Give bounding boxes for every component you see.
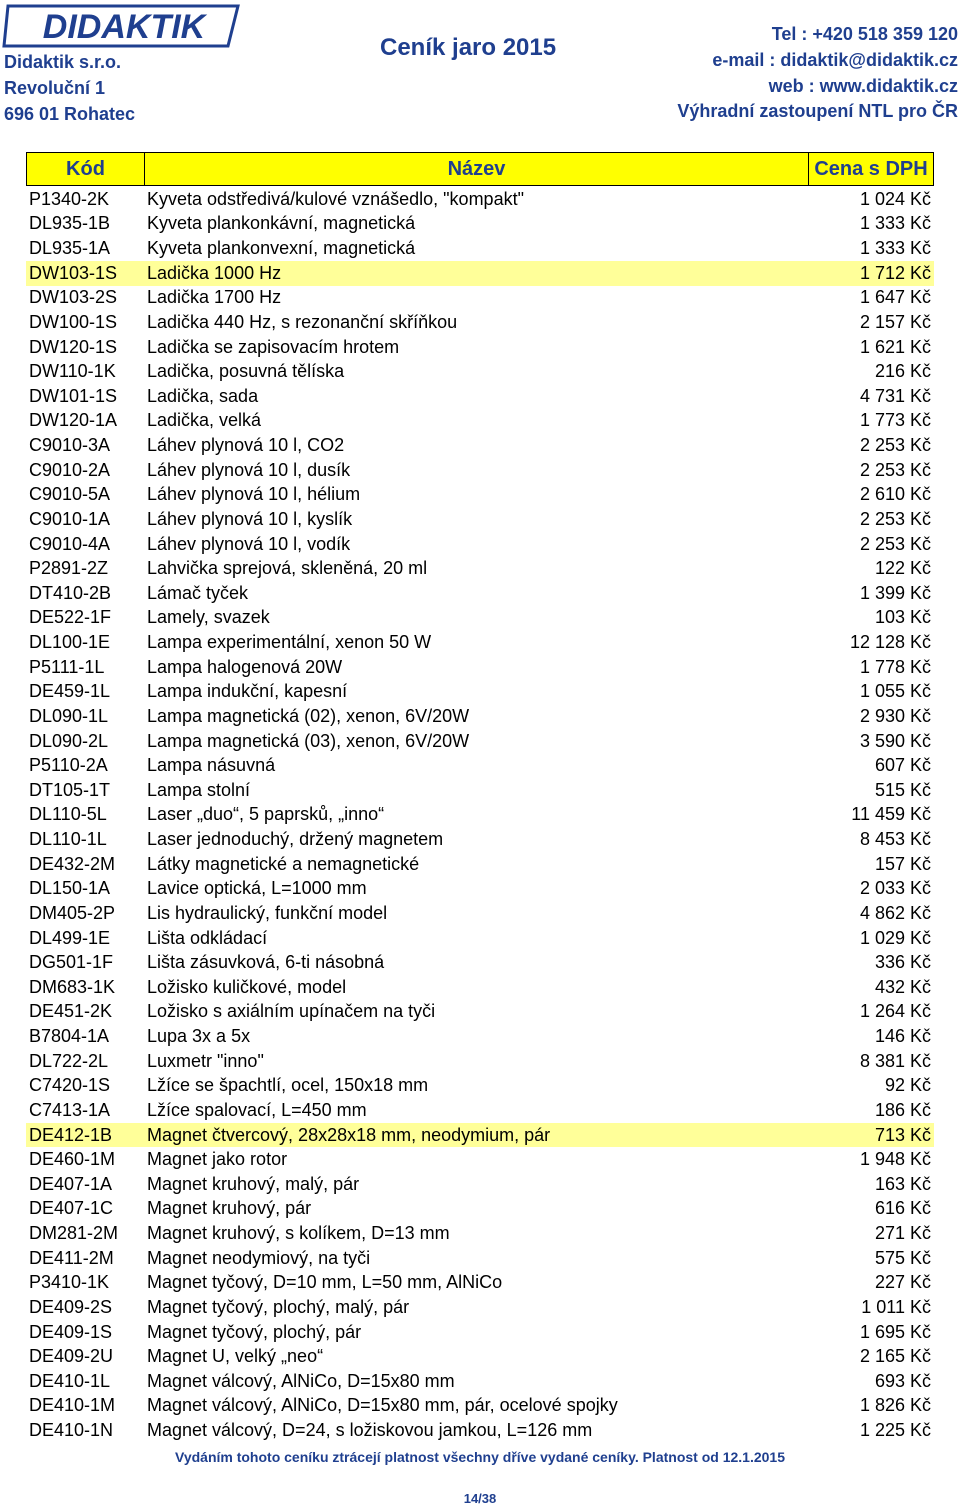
product-code: DM281-2M (29, 1223, 119, 1244)
product-code: DT105-1T (29, 779, 111, 800)
product-name: Lampa magnetická (03), xenon, 6V/20W (147, 730, 470, 751)
product-name: Lupa 3x a 5x (147, 1026, 251, 1047)
product-code: C9010-4A (29, 533, 111, 554)
product-price: 1 647 Kč (859, 287, 931, 308)
table-row (26, 1172, 934, 1197)
table-row (26, 1221, 934, 1246)
product-code: P2891-2Z (29, 558, 109, 579)
product-code: P5111-1L (29, 656, 105, 677)
product-name: Láhev plynová 10 l, dusík (147, 459, 351, 480)
product-price: 8 381 Kč (859, 1050, 931, 1071)
product-price: 1 712 Kč (859, 262, 931, 283)
table-row (26, 1246, 934, 1271)
didaktik-logo (2, 2, 246, 50)
product-code: DW120-1S (29, 336, 118, 357)
table-row (26, 1000, 934, 1025)
table-row (26, 261, 934, 286)
company-street: Revoluční 1 (4, 78, 106, 98)
contact-representation: Výhradní zastoupení NTL pro ČR (677, 101, 958, 121)
table-row (26, 581, 934, 606)
table-header (26, 152, 934, 186)
table-row (26, 1197, 934, 1222)
product-name: Ložisko kuličkové, model (147, 976, 347, 997)
product-price: 2 165 Kč (859, 1346, 931, 1367)
product-price: 92 Kč (884, 1075, 931, 1096)
product-price: 713 Kč (874, 1124, 931, 1145)
product-price: 8 453 Kč (859, 829, 931, 850)
product-price: 3 590 Kč (859, 730, 931, 751)
table-row (26, 335, 934, 360)
product-code: DE409-2U (29, 1346, 114, 1367)
product-code: DW101-1S (29, 385, 118, 406)
product-code: C9010-2A (29, 459, 111, 480)
table-row (26, 778, 934, 803)
product-price: 336 Kč (874, 952, 931, 973)
product-price: 616 Kč (874, 1198, 931, 1219)
product-code: DL935-1B (29, 213, 111, 234)
product-name: Lahvička sprejová, skleněná, 20 ml (147, 558, 428, 579)
product-code: DL110-1L (29, 829, 107, 850)
product-code: DM405-2P (29, 902, 116, 923)
table-row (26, 1394, 934, 1419)
product-price: 1 773 Kč (859, 410, 931, 431)
product-code: DE407-1C (29, 1198, 114, 1219)
product-name: Magnet kruhový, malý, pár (147, 1173, 360, 1194)
table-row (26, 729, 934, 754)
product-name: Ložisko s axiálním upínačem na tyči (147, 1001, 436, 1022)
product-code: P5110-2A (29, 755, 108, 776)
product-name: Magnet neodymiový, na tyči (147, 1247, 371, 1268)
product-name: Magnet kruhový, s kolíkem, D=13 mm (147, 1223, 450, 1244)
product-code: DL722-2L (29, 1050, 109, 1071)
product-code: DE409-2S (29, 1296, 113, 1317)
product-name: Ladička, sada (147, 385, 259, 406)
table-row (26, 803, 934, 828)
table-row (26, 556, 934, 581)
product-code: DM683-1K (29, 976, 116, 997)
product-name: Magnet tyčový, D=10 mm, L=50 mm, AlNiCo (147, 1272, 503, 1293)
column-header-price: Cena s DPH (809, 153, 934, 186)
product-code: DL090-2L (29, 730, 109, 751)
product-price: 2 253 Kč (859, 459, 931, 480)
table-row (26, 901, 934, 926)
contact-phone: Tel : +420 518 359 120 (771, 24, 958, 44)
product-price: 1 333 Kč (859, 213, 931, 234)
product-code: C7413-1A (29, 1099, 111, 1120)
product-name: Lžíce se špachtlí, ocel, 150x18 mm (147, 1075, 429, 1096)
product-code: DG501-1F (29, 952, 114, 973)
column-header-code: Kód (27, 153, 145, 186)
product-name: Kyveta plankonvexní, magnetická (147, 238, 416, 259)
product-name: Magnet U, velký „neo“ (147, 1346, 324, 1367)
product-name: Lampa halogenová 20W (147, 656, 343, 677)
product-price: 4 862 Kč (859, 902, 931, 923)
product-name: Magnet válcový, D=24, s ložiskovou jamkou, L=126 mm (147, 1420, 593, 1441)
product-code: DW120-1A (29, 410, 118, 431)
table-row (26, 827, 934, 852)
product-price: 693 Kč (874, 1370, 931, 1391)
product-price: 157 Kč (874, 853, 931, 874)
product-code: DL100-1E (29, 632, 111, 653)
product-price: 163 Kč (874, 1173, 931, 1194)
product-code: DW100-1S (29, 311, 118, 332)
product-name: Magnet válcový, AlNiCo, D=15x80 mm (147, 1370, 455, 1391)
product-price: 122 Kč (874, 558, 931, 579)
product-price: 1 695 Kč (859, 1321, 931, 1342)
table-row (26, 1344, 934, 1369)
product-name: Láhev plynová 10 l, CO2 (147, 435, 345, 456)
product-price: 271 Kč (874, 1223, 931, 1244)
table-row (26, 852, 934, 877)
table-row (26, 507, 934, 532)
product-code: C9010-5A (29, 484, 111, 505)
product-name: Lampa experimentální, xenon 50 W (147, 632, 432, 653)
table-row (26, 1098, 934, 1123)
table-row (26, 212, 934, 237)
contact-web[interactable]: web : www.didaktik.cz (768, 76, 958, 96)
product-name: Luxmetr "inno" (147, 1050, 264, 1071)
product-price: 1 778 Kč (859, 656, 931, 677)
table-row (26, 286, 934, 311)
product-price: 1 333 Kč (859, 238, 931, 259)
product-price: 2 253 Kč (859, 508, 931, 529)
table-row (26, 1271, 934, 1296)
product-code: DE460-1M (29, 1149, 116, 1170)
product-name: Ladička 1000 Hz (147, 262, 282, 283)
product-name: Lišta zásuvková, 6-ti násobná (147, 952, 385, 973)
table-row (26, 753, 934, 778)
product-code: DE409-1S (29, 1321, 113, 1342)
product-name: Látky magnetické a nemagnetické (147, 853, 420, 874)
product-price: 12 128 Kč (849, 632, 931, 653)
product-code: DE407-1A (29, 1173, 113, 1194)
table-row (26, 680, 934, 705)
product-name: Ladička 440 Hz, s rezonanční skříňkou (147, 311, 458, 332)
table-row (26, 704, 934, 729)
product-code: DE410-1L (29, 1370, 111, 1391)
product-name: Lampa magnetická (02), xenon, 6V/20W (147, 705, 470, 726)
product-name: Lámač tyček (147, 582, 249, 603)
product-price: 2 930 Kč (859, 705, 931, 726)
product-code: DE432-2M (29, 853, 116, 874)
table-row (26, 483, 934, 508)
product-code: DE410-1N (29, 1420, 114, 1441)
table-row (26, 532, 934, 557)
product-price: 515 Kč (874, 779, 931, 800)
table-row (26, 1369, 934, 1394)
table-row (26, 877, 934, 902)
product-name: Magnet válcový, AlNiCo, D=15x80 mm, pár, ocelové spojky (147, 1395, 618, 1416)
product-price: 2 253 Kč (859, 533, 931, 554)
product-price: 186 Kč (874, 1099, 931, 1120)
product-price: 1 621 Kč (859, 336, 931, 357)
price-list (26, 187, 934, 1443)
product-code: DL110-5L (29, 804, 107, 825)
product-name: Magnet tyčový, plochý, pár (147, 1321, 362, 1342)
table-row (26, 384, 934, 409)
page-title: Ceník jaro 2015 (380, 34, 557, 61)
table-row (26, 975, 934, 1000)
product-code: DL499-1E (29, 927, 111, 948)
product-price: 11 459 Kč (851, 804, 931, 825)
product-price: 1 826 Kč (859, 1395, 931, 1416)
table-row (26, 1049, 934, 1074)
product-name: Láhev plynová 10 l, vodík (147, 533, 351, 554)
company-city: 696 01 Rohatec (4, 104, 136, 124)
product-name: Lis hydraulický, funkční model (147, 902, 388, 923)
product-price: 2 610 Kč (859, 484, 931, 505)
product-name: Lišta odkládací (147, 927, 268, 948)
product-name: Lžíce spalovací, L=450 mm (147, 1099, 367, 1120)
product-price: 575 Kč (874, 1247, 931, 1268)
contact-email[interactable]: e-mail : didaktik@didaktik.cz (712, 50, 958, 70)
table-row (26, 655, 934, 680)
product-name: Laser „duo“, 5 paprsků, „inno“ (147, 804, 385, 825)
product-name: Ladička, velká (147, 410, 262, 431)
product-name: Ladička, posuvná tělíska (147, 361, 345, 382)
product-price: 432 Kč (874, 976, 931, 997)
product-code: P3410-1K (29, 1272, 110, 1293)
product-name: Magnet čtvercový, 28x28x18 mm, neodymium, pár (147, 1124, 551, 1145)
product-code: B7804-1A (29, 1026, 110, 1047)
table-row (26, 1147, 934, 1172)
product-price: 103 Kč (874, 607, 931, 628)
product-name: Magnet tyčový, plochý, malý, pár (147, 1296, 410, 1317)
product-code: DW103-1S (29, 262, 118, 283)
product-price: 2 033 Kč (859, 878, 931, 899)
logo-text: DIDAKTIK (42, 8, 206, 46)
column-header-name: Název (145, 153, 809, 186)
product-price: 1 055 Kč (859, 681, 931, 702)
product-code: DE451-2K (29, 1001, 113, 1022)
product-code: C7420-1S (29, 1075, 111, 1096)
table-row (26, 1074, 934, 1099)
product-code: DW110-1K (29, 361, 116, 382)
page-number: 14/38 (463, 1491, 497, 1506)
table-row (26, 310, 934, 335)
table-row (26, 926, 934, 951)
product-code: DE412-1B (29, 1124, 113, 1145)
product-name: Lamely, svazek (147, 607, 270, 628)
product-name: Lavice optická, L=1000 mm (147, 878, 367, 899)
product-name: Lampa indukční, kapesní (147, 681, 348, 702)
product-price: 2 253 Kč (859, 435, 931, 456)
table-row (26, 1123, 934, 1148)
product-name: Magnet kruhový, pár (147, 1198, 312, 1219)
table-row (26, 1418, 934, 1443)
product-name: Ladička 1700 Hz (147, 287, 282, 308)
product-code: DL090-1L (29, 705, 109, 726)
table-row (26, 1295, 934, 1320)
product-name: Lampa násuvná (147, 755, 276, 776)
table-row (26, 409, 934, 434)
table-row (26, 630, 934, 655)
product-price: 1 948 Kč (859, 1149, 931, 1170)
table-row (26, 1320, 934, 1345)
product-code: DE411-2M (29, 1247, 114, 1268)
product-name: Láhev plynová 10 l, kyslík (147, 508, 353, 529)
product-price: 2 157 Kč (859, 311, 931, 332)
product-code: DL935-1A (29, 238, 111, 259)
product-price: 607 Kč (874, 755, 931, 776)
table-row (26, 1024, 934, 1049)
product-code: DT410-2B (29, 582, 112, 603)
product-code: DL150-1A (29, 878, 111, 899)
company-name: Didaktik s.r.o. (4, 52, 122, 72)
product-code: DE459-1L (29, 681, 111, 702)
table-row (26, 950, 934, 975)
product-price: 1 011 Kč (861, 1296, 931, 1317)
footer-note: Vydáním tohoto ceníku ztrácejí platnost všechny dříve vydané ceníky. Platnost od 12.1.2015 (175, 1449, 785, 1465)
product-name: Kyveta odstředivá/kulové vznášedlo, "kompakt" (147, 188, 524, 209)
product-price: 227 Kč (874, 1272, 931, 1293)
table-row (26, 433, 934, 458)
product-price: 1 225 Kč (859, 1420, 931, 1441)
product-code: P1340-2K (29, 188, 110, 209)
product-code: C9010-1A (29, 508, 111, 529)
product-name: Laser jednoduchý, držený magnetem (147, 829, 444, 850)
product-price: 1 264 Kč (859, 1001, 931, 1022)
product-name: Ladička se zapisovacím hrotem (147, 336, 400, 357)
product-price: 1 399 Kč (859, 582, 931, 603)
product-price: 1 029 Kč (859, 927, 931, 948)
table-row (26, 236, 934, 261)
product-code: DW103-2S (29, 287, 118, 308)
product-code: C9010-3A (29, 435, 111, 456)
table-row (26, 359, 934, 384)
product-price: 4 731 Kč (859, 385, 931, 406)
product-price: 1 024 Kč (859, 188, 931, 209)
product-price: 146 Kč (874, 1026, 931, 1047)
product-price: 216 Kč (874, 361, 931, 382)
product-code: DE410-1M (29, 1395, 116, 1416)
product-name: Lampa stolní (147, 779, 251, 800)
product-name: Kyveta plankonkávní, magnetická (147, 213, 416, 234)
product-name: Láhev plynová 10 l, hélium (147, 484, 361, 505)
table-row (26, 606, 934, 631)
table-row (26, 187, 934, 212)
table-row (26, 458, 934, 483)
product-code: DE522-1F (29, 607, 112, 628)
product-name: Magnet jako rotor (147, 1149, 288, 1170)
